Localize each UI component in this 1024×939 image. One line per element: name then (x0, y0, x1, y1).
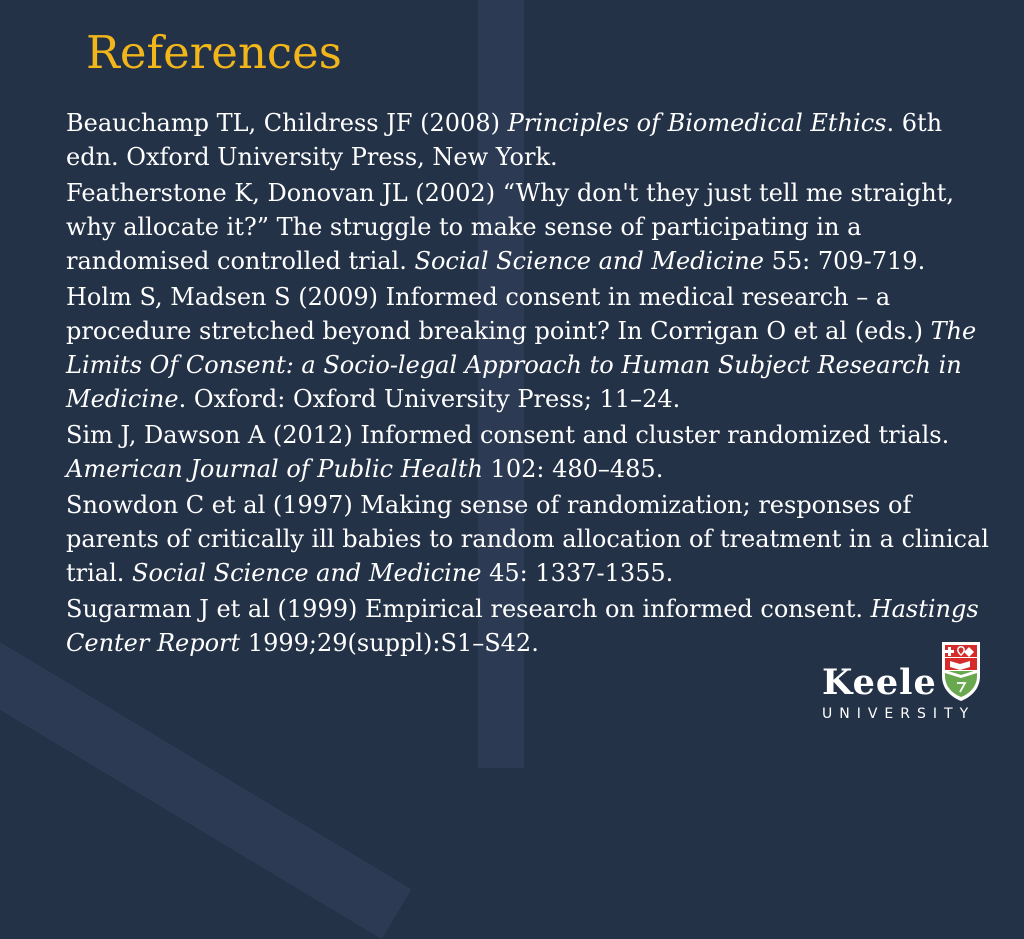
university-logo-name: Keele (822, 662, 937, 703)
reference-details: . 6th edn. Oxford University Press, New York. (66, 109, 943, 171)
reference-source-title: Social Science and Medicine (132, 559, 482, 587)
slide-title: References (86, 26, 342, 79)
reference-details: 102: 480–485. (482, 455, 664, 483)
reference-item (66, 106, 991, 174)
reference-source-title: The Limits Of Consent: a Socio-legal Approach to Human Subject Research in Medicine (66, 317, 977, 413)
reference-details: 45: 1337-1355. (481, 559, 674, 587)
reference-text: Sim J, Dawson A (2012) Informed consent and cluster randomized trials. (66, 421, 950, 449)
reference-source-title: Hastings Center Report (66, 595, 979, 657)
reference-details: 1999;29(suppl):S1–S42. (240, 629, 539, 657)
university-logo-subtitle: UNIVERSITY (822, 706, 976, 722)
reference-source-title: Social Science and Medicine (414, 247, 764, 275)
reference-text: Featherstone K, Donovan JL (2002) “Why don't they just tell me straight, why allocate it?” The struggle to make sense of participating in a randomised controlled trial. (66, 179, 954, 275)
shield-crest-icon (940, 640, 982, 702)
reference-text: Holm S, Madsen S (2009) Informed consent in medical research – a procedure stretched beyond breaking point? In Corrigan O et al (eds.) (66, 283, 931, 345)
reference-item (66, 418, 991, 486)
reference-text: Sugarman J et al (1999) Empirical research on informed consent. (66, 595, 871, 623)
reference-item (66, 280, 991, 416)
reference-text: Beauchamp TL, Childress JF (2008) (66, 109, 508, 137)
reference-details: 55: 709-719. (763, 247, 926, 275)
reference-item (66, 592, 991, 660)
reference-list (66, 106, 991, 662)
reference-item (66, 176, 991, 278)
reference-source-title: Principles of Biomedical Ethics (507, 109, 887, 137)
reference-details: . Oxford: Oxford University Press; 11–24. (178, 385, 681, 413)
reference-source-title: American Journal of Public Health (66, 455, 483, 483)
reference-item (66, 488, 991, 590)
reference-text: Snowdon C et al (1997) Making sense of randomization; responses of parents of critically ill babies to random allocation of treatment in a clinical trial. (66, 491, 989, 587)
